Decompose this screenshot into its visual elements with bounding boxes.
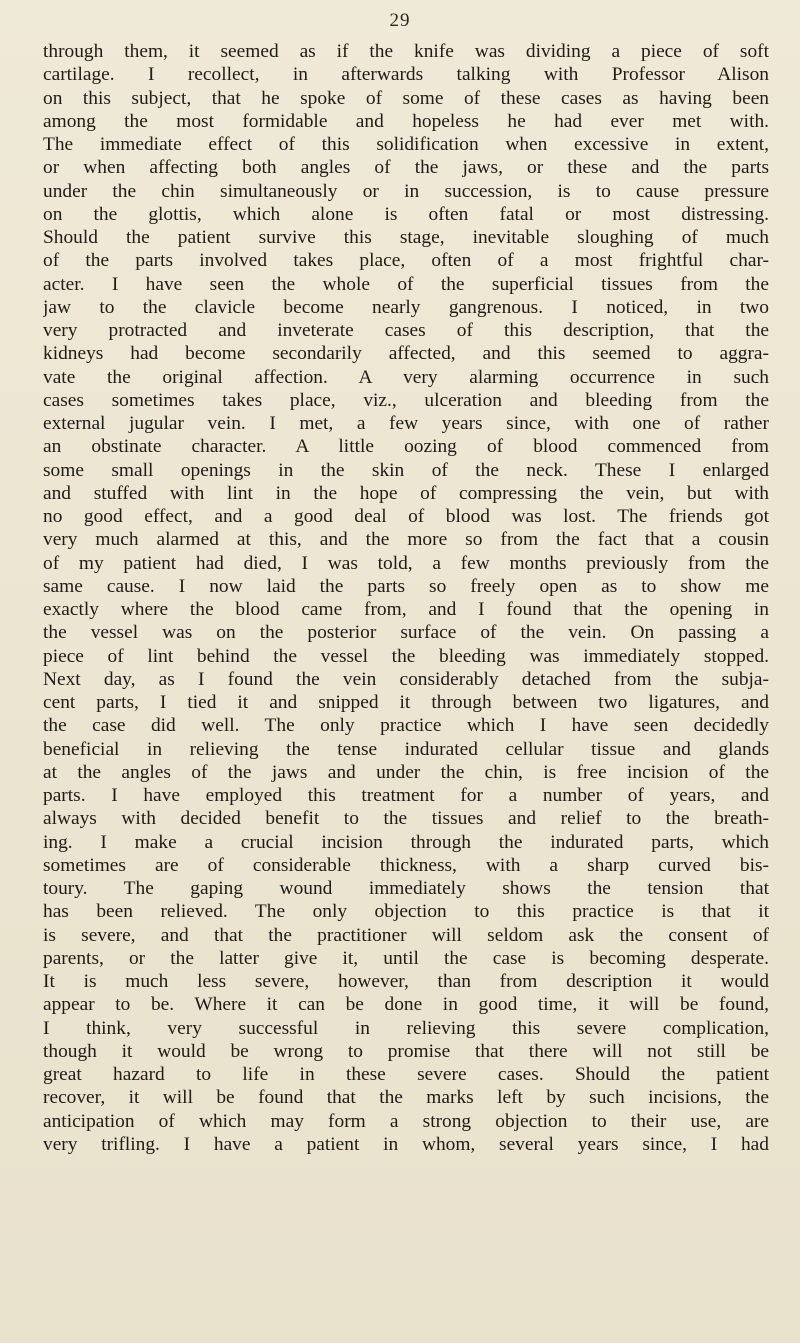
body-text (43, 40, 769, 1156)
text-line: parts. I have employed this treatment for a number of years, and (43, 785, 769, 806)
text-line: the case did well. The only practice which I have seen decidedly (43, 715, 769, 737)
text-line: the vessel was on the posterior surface of the vein. On passing a (43, 622, 769, 644)
text-line: same cause. I now laid the parts so freely open as to show me (43, 575, 769, 597)
text-line: always with decided benefit to the tissues and relief to the breath- (43, 808, 769, 830)
text-line: piece of lint behind the vessel the bleeding was immediately stopped. (43, 645, 769, 667)
text-line: some small openings in the skin of the neck. These I enlarged (43, 459, 769, 481)
text-line: at the angles of the jaws and under the chin, is free incision of the (43, 761, 769, 783)
text-line: recover, it will be found that the marks left by such incisions, the (43, 1087, 769, 1109)
text-line: of the parts involved takes place, often of a most frightful char- (43, 250, 769, 272)
text-line: cent parts, I tied it and snipped it through between two ligatures, and (43, 692, 769, 713)
text-line: The immediate effect of this solidification when excessive in extent, (43, 134, 769, 155)
text-line: exactly where the blood came from, and I found that the opening in (43, 599, 769, 620)
text-line: kidneys had become secondarily affected, and this seemed to aggra- (43, 343, 769, 365)
text-line: external jugular vein. I met, a few years since, with one of rather (43, 413, 769, 434)
text-line: I think, very successful in relieving this severe complication, (43, 1017, 769, 1039)
text-line: on this subject, that he spoke of some of these cases as having been (43, 87, 769, 109)
text-line: under the chin simultaneously or in succession, is to cause pressure (43, 180, 769, 202)
text-line: great hazard to life in these severe cases. Should the patient (43, 1064, 769, 1085)
text-line: very trifling. I have a patient in whom, several years since, I had (43, 1133, 769, 1155)
text-line: Should the patient survive this stage, inevitable sloughing of much (43, 227, 769, 248)
text-line: cartilage. I recollect, in afterwards talking with Professor Alison (43, 64, 769, 86)
text-line: jaw to the clavicle become nearly gangrenous. I noticed, in two (43, 296, 769, 318)
text-line: very protracted and inveterate cases of this description, that the (43, 320, 769, 341)
text-line: on the glottis, which alone is often fatal or most distressing. (43, 203, 769, 225)
text-line: toury. The gaping wound immediately shows the tension that (43, 878, 769, 899)
text-line: cases sometimes takes place, viz., ulceration and bleeding from the (43, 389, 769, 411)
text-line: appear to be. Where it can be done in good time, it will be found, (43, 994, 769, 1016)
text-line: or when affecting both angles of the jaws, or these and the parts (43, 157, 769, 179)
text-line: through them, it seemed as if the knife was dividing a piece of soft (43, 41, 769, 62)
text-line: Next day, as I found the vein considerably detached from the subja- (43, 668, 769, 690)
text-line: very much alarmed at this, and the more so from the fact that a cousin (43, 529, 769, 551)
text-line: sometimes are of considerable thickness, with a sharp curved bis- (43, 854, 769, 876)
text-line: and stuffed with lint in the hope of compressing the vein, but with (43, 482, 769, 504)
text-line: beneficial in relieving the tense indurated cellular tissue and glands (43, 738, 769, 760)
text-line: anticipation of which may form a strong objection to their use, are (43, 1110, 769, 1132)
text-line: parents, or the latter give it, until the case is becoming desperate. (43, 947, 769, 969)
text-line: among the most formidable and hopeless he had ever met with. (43, 110, 769, 132)
text-line: of my patient had died, I was told, a few months previously from the (43, 552, 769, 574)
text-line: acter. I have seen the whole of the superficial tissues from the (43, 273, 769, 295)
text-line: It is much less severe, however, than from description it would (43, 971, 769, 992)
text-line: vate the original affection. A very alarming occurrence in such (43, 366, 769, 388)
text-line: ing. I make a crucial incision through the indurated parts, which (43, 831, 769, 853)
text-line: though it would be wrong to promise that there will not still be (43, 1040, 769, 1062)
text-line: is severe, and that the practitioner will seldom ask the consent of (43, 924, 769, 946)
text-line: an obstinate character. A little oozing of blood commenced from (43, 436, 769, 458)
text-line: no good effect, and a good deal of blood was lost. The friends got (43, 506, 769, 527)
text-line: has been relieved. The only objection to this practice is that it (43, 901, 769, 923)
page-number: 29 (389, 10, 411, 31)
